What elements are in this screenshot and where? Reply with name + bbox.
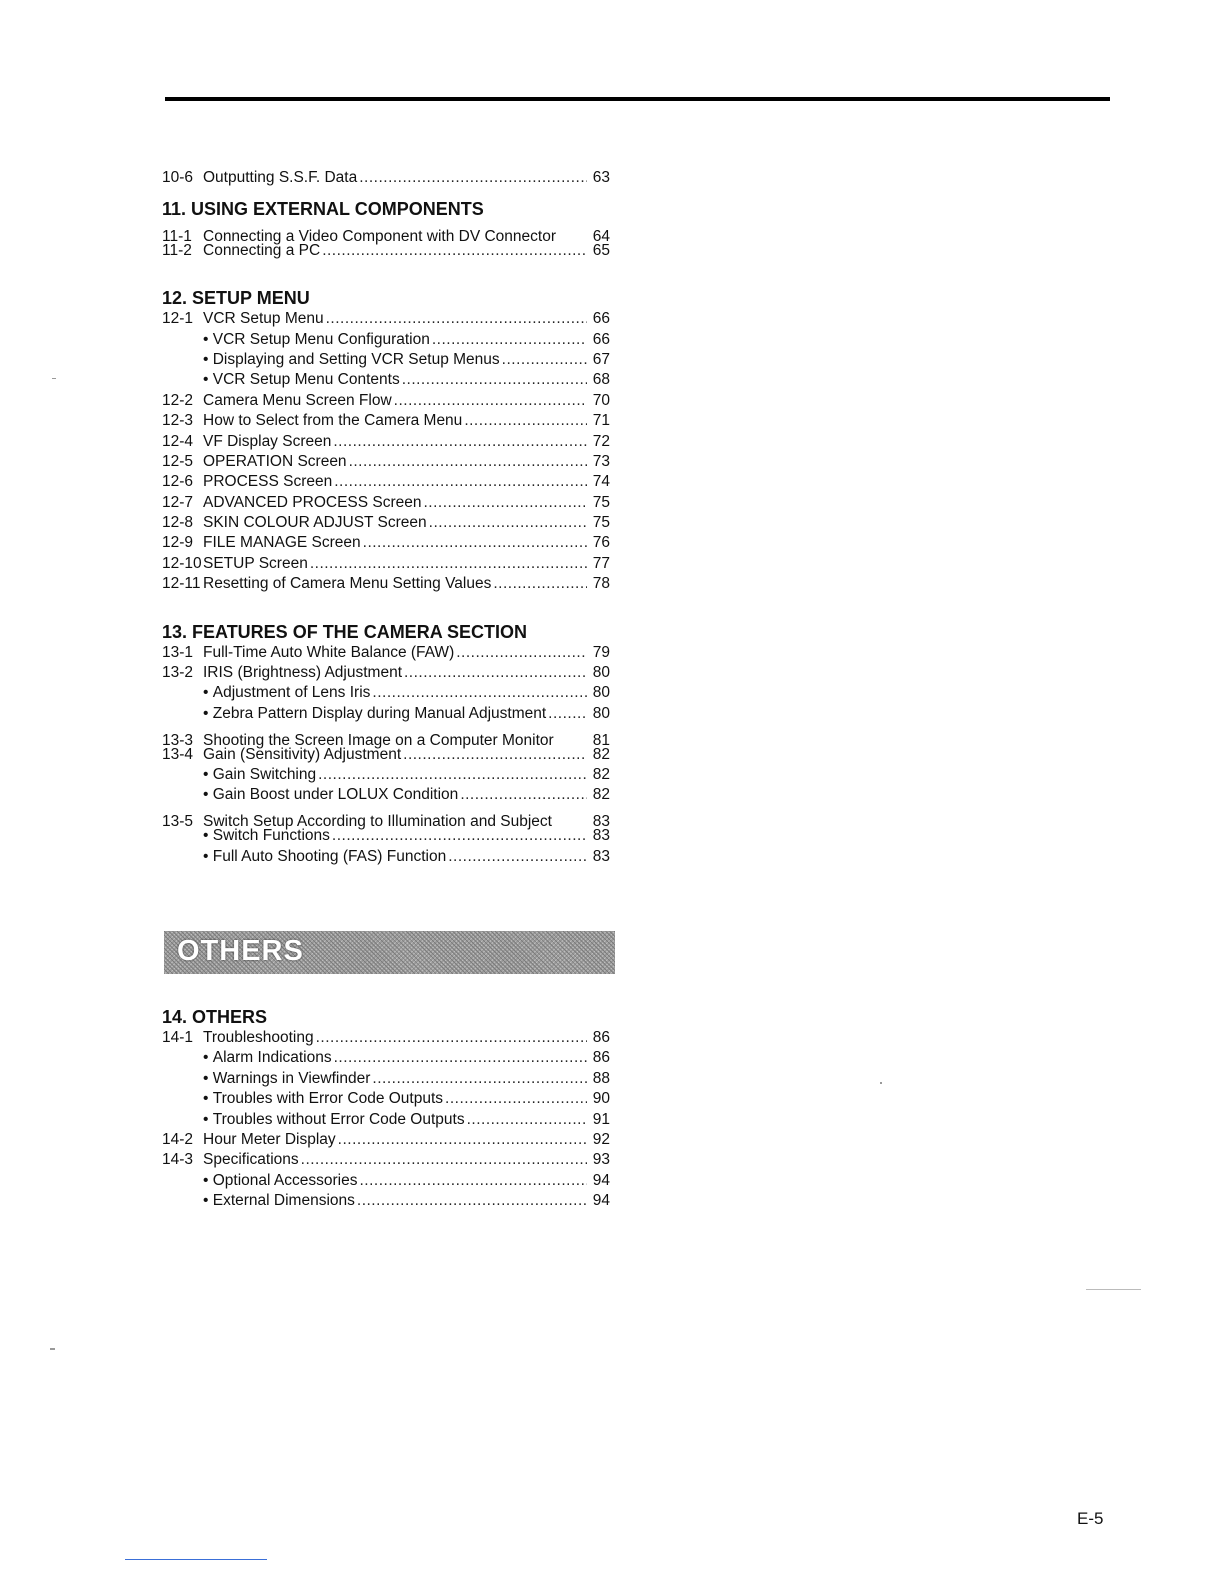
toc-entry-number: 12-4 [162, 432, 194, 450]
toc-page-number: 80 [592, 704, 610, 722]
toc-entry-label: Full-Time Auto White Balance (FAW) [203, 643, 455, 661]
dot-leader [322, 241, 587, 261]
toc-entry-number: 12-8 [162, 514, 194, 532]
section-heading: 12. SETUP MENU [162, 288, 310, 309]
toc-entry-label: • Troubles with Error Code Outputs [162, 1089, 443, 1109]
section-heading: 13. FEATURES OF THE CAMERA SECTION [162, 621, 528, 642]
toc-page-number: 74 [592, 473, 610, 491]
toc-page-number: 65 [592, 241, 610, 259]
toc-page-number: 82 [592, 786, 610, 804]
toc-page-number: 71 [592, 412, 610, 430]
scan-mark [52, 378, 56, 379]
dot-leader [432, 330, 587, 350]
toc-entry-number: 12-2 [162, 391, 194, 409]
toc-page-number: 78 [592, 575, 610, 593]
dot-leader [456, 643, 587, 663]
toc-page-number: 68 [592, 371, 610, 389]
toc-entry-number: 10-6 [162, 169, 194, 186]
toc-page-number: 93 [592, 1151, 610, 1169]
dot-leader [464, 411, 587, 431]
dot-leader [301, 1150, 587, 1170]
toc-entry-number: 12-11 [162, 575, 201, 593]
toc-entry-label: • VCR Setup Menu Configuration [162, 330, 430, 350]
dot-leader [467, 1110, 587, 1130]
dot-leader [493, 574, 587, 594]
toc-entry-label: ADVANCED PROCESS Screen [203, 493, 422, 511]
dot-leader [357, 1191, 587, 1211]
toc-entry-label: • External Dimensions [162, 1191, 355, 1211]
toc-entry [162, 1150, 610, 1170]
dot-leader [333, 432, 587, 452]
toc-subentry [162, 1048, 610, 1068]
toc-page-number: 92 [592, 1130, 610, 1148]
toc-entry [162, 241, 610, 261]
toc-entry [162, 724, 610, 749]
dot-leader [445, 1089, 587, 1109]
toc-subentry [162, 826, 610, 846]
toc-entry-number: 13-2 [162, 664, 194, 682]
dot-leader [460, 785, 587, 805]
toc-page-number: 94 [592, 1171, 610, 1189]
dot-leader [402, 370, 587, 390]
toc-page-number: 80 [592, 684, 610, 702]
toc-entry-label: SKIN COLOUR ADJUST Screen [203, 514, 427, 532]
table-of-contents [162, 168, 610, 867]
toc-entry-number: 11-2 [162, 241, 192, 259]
toc-page-number: 83 [592, 827, 610, 845]
toc-subentry [162, 1191, 610, 1211]
toc-entry [162, 663, 610, 683]
toc-page-number: 79 [592, 643, 610, 661]
toc-entry [162, 493, 610, 513]
toc-subentry [162, 785, 610, 805]
page-number: E-5 [1077, 1509, 1104, 1528]
toc-entry [162, 220, 610, 245]
section-heading: 11. USING EXTERNAL COMPONENTS [162, 199, 484, 220]
dot-leader [359, 1171, 587, 1191]
toc-entry-label: • Gain Switching [162, 765, 316, 785]
dot-leader [394, 391, 587, 411]
toc-entry-label: PROCESS Screen [203, 473, 333, 491]
toc-subentry [162, 370, 610, 390]
scan-mark [1086, 1289, 1141, 1290]
dot-leader [548, 704, 587, 724]
toc-page-number: 75 [592, 493, 610, 511]
toc-entry-number: 12-5 [162, 452, 194, 470]
toc-entry [162, 806, 610, 831]
toc-entry [162, 309, 610, 329]
dot-leader [363, 533, 587, 553]
toc-entry-number: 14-2 [162, 1130, 194, 1148]
toc-page-number: 77 [592, 554, 610, 572]
toc-page-number: 86 [592, 1029, 610, 1046]
toc-entry-number: 13-3 [162, 731, 194, 749]
toc-subentry [162, 1110, 610, 1130]
dot-leader [424, 493, 588, 513]
table-of-contents-others [162, 1006, 610, 1212]
toc-entry-label: • Warnings in Viewfinder [162, 1069, 370, 1089]
dot-leader [318, 765, 587, 785]
toc-entry-label: • Displaying and Setting VCR Setup Menus [162, 350, 500, 370]
scan-mark [50, 1348, 55, 1350]
toc-entry [162, 391, 610, 411]
toc-page-number: 94 [592, 1192, 610, 1210]
toc-entry-label: Specifications [203, 1151, 299, 1169]
toc-entry-number: 13-1 [162, 643, 194, 661]
toc-entry-label: Camera Menu Screen Flow [203, 391, 392, 409]
banner-title: OTHERS [177, 935, 304, 967]
dot-leader [310, 554, 587, 574]
section-heading: 14. OTHERS [162, 1007, 268, 1027]
toc-entry-label: • Alarm Indications [162, 1048, 332, 1068]
toc-entry [162, 1028, 610, 1048]
toc-page-number: 72 [592, 432, 610, 450]
toc-entry-number: 11-1 [162, 227, 192, 245]
dot-leader [429, 513, 587, 533]
toc-entry-number: 12-7 [162, 493, 194, 511]
toc-entry-number: 14-1 [162, 1029, 194, 1046]
toc-entry-label: SETUP Screen [203, 554, 308, 572]
toc-page-number: 63 [592, 169, 610, 186]
toc-page-number: 90 [592, 1090, 610, 1108]
dot-leader [334, 472, 587, 492]
toc-entry [162, 452, 610, 472]
toc-entry-label: • VCR Setup Menu Contents [162, 370, 400, 390]
dot-leader [332, 826, 587, 846]
toc-subentry [162, 1089, 610, 1109]
toc-entry-label: Switch Setup According to Illumination and Subject [203, 813, 552, 831]
toc-entry-label: IRIS (Brightness) Adjustment [203, 664, 402, 682]
toc-entry-label: Shooting the Screen Image on a Computer Monitor [203, 731, 554, 749]
scan-mark [880, 1082, 882, 1084]
dot-leader [403, 745, 587, 765]
dot-leader [334, 1048, 587, 1068]
toc-entry-number: 12-10 [162, 554, 202, 572]
dot-leader [448, 847, 587, 867]
dot-leader [349, 452, 587, 472]
toc-page-number: 70 [592, 391, 610, 409]
toc-entry-label: • Full Auto Shooting (FAS) Function [162, 847, 446, 867]
toc-page-number: 88 [592, 1069, 610, 1087]
toc-subentry [162, 704, 610, 724]
toc-entry-label: Connecting a Video Component with DV Connector [203, 227, 556, 245]
toc-page-number: 91 [592, 1110, 610, 1128]
toc-entry-number: 14-3 [162, 1151, 194, 1169]
toc-entry-number: 12-9 [162, 534, 194, 552]
toc-entry [162, 533, 610, 553]
toc-subentry [162, 1069, 610, 1089]
toc-entry-label: • Troubles without Error Code Outputs [162, 1110, 465, 1130]
toc-entry [162, 168, 610, 188]
toc-entry-label: • Zebra Pattern Display during Manual Adjustment [162, 704, 546, 724]
toc-page-number: 66 [592, 310, 610, 328]
toc-subentry [162, 350, 610, 370]
toc-entry-label: Hour Meter Display [203, 1130, 336, 1148]
toc-entry-number: 12-6 [162, 473, 194, 491]
toc-entry-label: VCR Setup Menu [203, 310, 324, 328]
toc-page-number: 83 [592, 847, 610, 865]
toc-entry [162, 411, 610, 431]
header-rule [165, 97, 1110, 101]
toc-entry-number: 12-1 [162, 310, 194, 328]
toc-entry-label: Troubleshooting [203, 1029, 314, 1046]
dot-leader [560, 220, 586, 240]
toc-page-number: 82 [592, 745, 610, 763]
toc-entry-label: VF Display Screen [203, 432, 332, 450]
dot-leader [502, 350, 587, 370]
dot-leader [316, 1028, 587, 1048]
toc-entry-label: Outputting S.S.F. Data [203, 169, 358, 186]
toc-entry-label: Gain (Sensitivity) Adjustment [203, 745, 402, 763]
toc-page-number: 76 [592, 534, 610, 552]
toc-entry-number: 13-4 [162, 745, 194, 763]
dot-leader [359, 168, 587, 188]
toc-page-number: 83 [592, 813, 610, 831]
toc-entry-number: 13-5 [162, 813, 194, 831]
toc-entry-label: • Switch Functions [162, 826, 330, 846]
toc-entry [162, 472, 610, 492]
toc-entry-number: 12-3 [162, 412, 194, 430]
footer-rule [125, 1559, 267, 1560]
others-banner [164, 931, 615, 974]
toc-entry-label: FILE MANAGE Screen [203, 534, 361, 552]
toc-entry-label: OPERATION Screen [203, 452, 347, 470]
dot-leader [556, 806, 586, 826]
toc-subentry [162, 330, 610, 350]
toc-entry-label: • Optional Accessories [162, 1171, 357, 1191]
toc-entry-label: • Gain Boost under LOLUX Condition [162, 785, 458, 805]
toc-entry [162, 574, 610, 594]
toc-entry [162, 745, 610, 765]
toc-subentry [162, 1171, 610, 1191]
toc-page-number: 86 [592, 1049, 610, 1067]
toc-entry [162, 513, 610, 533]
dot-leader [372, 683, 587, 703]
dot-leader [372, 1069, 587, 1089]
toc-page-number: 73 [592, 452, 610, 470]
toc-page-number: 81 [592, 731, 610, 749]
toc-entry-label: How to Select from the Camera Menu [203, 412, 463, 430]
dot-leader [558, 724, 586, 744]
toc-page-number: 82 [592, 765, 610, 783]
toc-entry-label: Resetting of Camera Menu Setting Values [203, 575, 492, 593]
dot-leader [338, 1130, 587, 1150]
toc-entry [162, 554, 610, 574]
toc-page-number: 67 [592, 350, 610, 368]
toc-entry [162, 643, 610, 663]
toc-entry-label: Connecting a PC [203, 241, 321, 259]
toc-page-number: 75 [592, 514, 610, 532]
toc-page-number: 64 [592, 227, 610, 245]
toc-subentry [162, 847, 610, 867]
toc-page-number: 80 [592, 664, 610, 682]
toc-subentry [162, 765, 610, 785]
toc-entry-label: • Adjustment of Lens Iris [162, 683, 370, 703]
dot-leader [404, 663, 587, 683]
dot-leader [326, 309, 587, 329]
toc-entry [162, 432, 610, 452]
toc-subentry [162, 683, 610, 703]
toc-entry [162, 1130, 610, 1150]
toc-page-number: 66 [592, 330, 610, 348]
